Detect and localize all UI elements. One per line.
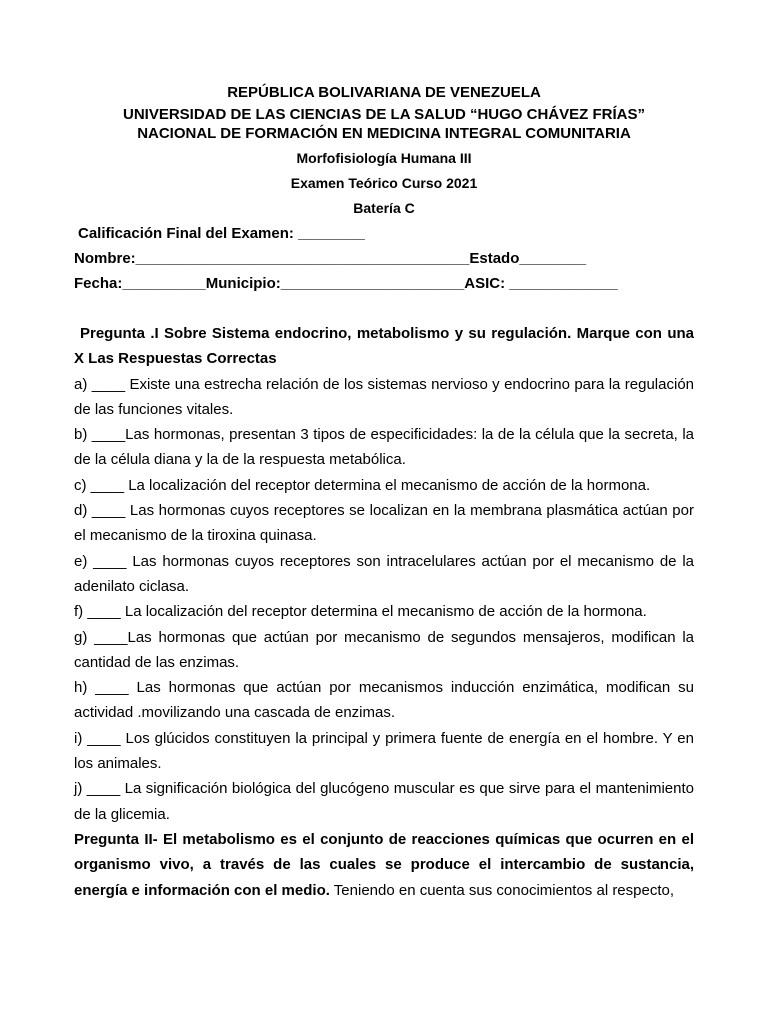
question-1-item-a: a) ____ Existe una estrecha relación de los sistemas nervioso y endocrino para la regulación de las funciones vitales. (74, 375, 694, 418)
header-exam: Examen Teórico Curso 2021 (290, 175, 478, 191)
question-1-item-j: j) ____ La significación biológica del glucógeno muscular es que sirve para el mantenimiento de la glicemia. (74, 780, 694, 823)
question-1-item-g: g) ____Las hormonas que actúan por mecanismo de segundos mensajeros, modifican la cantidad de las enzimas. (74, 628, 694, 671)
question-1-item-f: f) ____ La localización del receptor determina el mecanismo de acción de la hormona. (74, 603, 647, 621)
question-1-item-i: i) ____ Los glúcidos constituyen la principal y primera fuente de energía en el hombre. Y en los animales. (74, 729, 694, 773)
question-1-item-c: c) ____ La localización del receptor determina el mecanismo de acción de la hormona. (74, 476, 651, 494)
header-university: UNIVERSIDAD DE LAS CIENCIAS DE LA SALUD “HUGO CHÁVEZ FRÍAS” (123, 106, 645, 123)
grade-field: Calificación Final del Examen: ________ (78, 225, 365, 242)
question-2-paragraph (74, 827, 694, 903)
question-2-title: Pregunta II- El metabolismo es el conjunto de reacciones químicas que ocurren en el organismo vivo, a través de las cuales se produce el intercambio de sustancia, energía e información con el medio. (74, 830, 694, 899)
header-country: REPÚBLICA BOLIVARIANA DE VENEZUELA (227, 84, 541, 101)
question-1-title: Pregunta .I Sobre Sistema endocrino, metabolismo y su regulación. Marque con una X Las Respuestas Correctas (74, 325, 694, 368)
question-1-item-b: b) ____Las hormonas, presentan 3 tipos de especificidades: la de la célula que la secreta, la de la célula diana y la de la respuesta metabólica. (74, 426, 694, 469)
question-2-text: Teniendo en cuenta sus conocimientos al respecto, (329, 881, 675, 899)
date-municipality-asic-field: Fecha:__________Municipio:______________________ASIC: _____________ (74, 275, 618, 292)
question-1-item-d: d) ____ Las hormonas cuyos receptores se localizan en la membrana plasmática actúan por el mecanismo de la tiroxina quinasa. (74, 502, 694, 545)
name-state-field: Nombre:________________________________________Estado________ (74, 250, 587, 267)
question-1-item-e: e) ____ Las hormonas cuyos receptores son intracelulares actúan por el mecanismo de la adenilato ciclasa. (74, 552, 694, 595)
header-subject: Morfofisiología Humana III (296, 150, 472, 166)
header-program: NACIONAL DE FORMACIÓN EN MEDICINA INTEGRAL COMUNITARIA (137, 125, 631, 142)
question-1-item-h: h) ____ Las hormonas que actúan por mecanismos inducción enzimática, modifican su actividad .movilizando una cascada de enzimas. (74, 679, 694, 722)
header-battery: Batería C (353, 200, 415, 216)
